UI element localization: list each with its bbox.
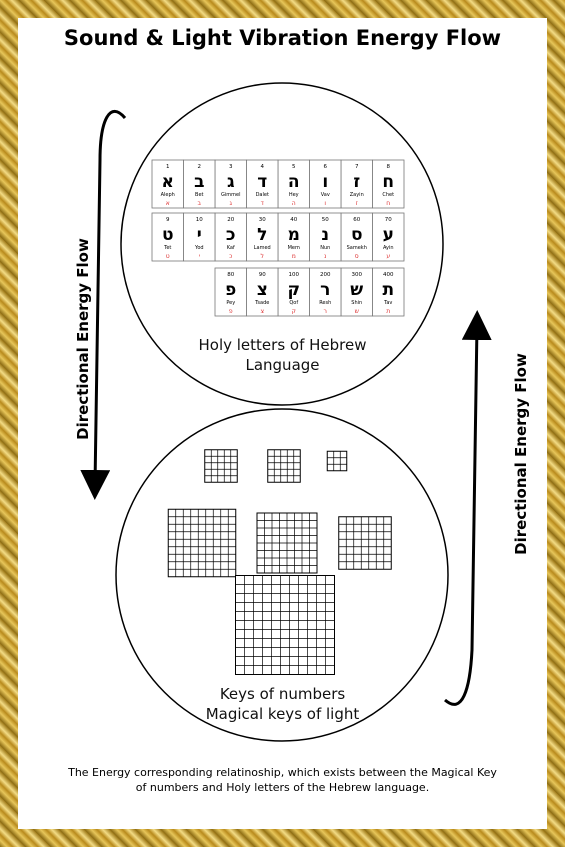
letter-script-form: ה	[291, 200, 296, 207]
letter-script-form: מ	[291, 253, 296, 260]
hebrew-letter-cell	[152, 160, 184, 208]
hebrew-glyph: ס	[350, 225, 363, 245]
letter-number: 200	[320, 272, 331, 278]
letter-name: Bet	[195, 192, 204, 198]
letter-name: Gimmel	[221, 192, 241, 198]
hebrew-glyph: ז	[353, 172, 361, 192]
hebrew-glyph: נ	[321, 225, 330, 245]
letter-number: 4	[260, 164, 264, 170]
letter-script-form: כ	[229, 253, 233, 260]
hebrew-glyph: ג	[226, 172, 235, 192]
letter-name: Chet	[382, 192, 395, 198]
letter-name: Kaf	[226, 245, 235, 251]
hebrew-letter-cell	[373, 268, 405, 316]
hebrew-glyph: ע	[382, 225, 394, 245]
letter-script-form: פ	[228, 308, 233, 315]
hebrew-letter-cell	[215, 213, 247, 261]
letter-name: Tsade	[255, 300, 270, 306]
letter-number: 8	[386, 164, 390, 170]
hebrew-glyph: י	[196, 225, 202, 245]
letter-name: Ayin	[382, 245, 394, 251]
letter-name: Aleph	[160, 192, 175, 198]
letter-name: Lamed	[253, 245, 271, 251]
hebrew-glyph: ב	[194, 172, 205, 192]
bottom-circle-caption-line1: Keys of numbers	[219, 685, 346, 703]
letter-name: Tav	[384, 300, 393, 306]
letter-name: Pey	[226, 300, 236, 306]
hebrew-letter-cell	[278, 213, 310, 261]
letter-script-form: ל	[260, 253, 264, 260]
hebrew-glyph: א	[161, 172, 174, 192]
hebrew-letter-cell	[310, 160, 342, 208]
hebrew-letter-cell	[278, 268, 310, 316]
letter-number: 6	[323, 164, 327, 170]
hebrew-glyph: ד	[257, 172, 268, 192]
letter-number: 5	[292, 164, 296, 170]
hebrew-letter-cell	[310, 268, 342, 316]
hebrew-glyph: צ	[256, 280, 268, 300]
letter-script-form: ז	[355, 200, 358, 207]
hebrew-glyph: פ	[225, 280, 237, 300]
hebrew-glyph: ה	[287, 172, 300, 192]
magic-square-grid	[327, 451, 347, 471]
letter-number: 100	[288, 272, 299, 278]
letter-number: 80	[227, 272, 235, 278]
magic-square-grid	[236, 576, 335, 675]
letter-script-form: צ	[260, 308, 265, 315]
footer-caption	[40, 765, 525, 795]
magic-square-grid	[339, 517, 392, 570]
left-flow-arrow	[95, 111, 125, 485]
hebrew-letter-cell	[152, 213, 184, 261]
magic-square-grid	[205, 450, 238, 483]
letter-name: Shin	[351, 300, 363, 306]
number-keys-grids	[168, 450, 391, 675]
bottom-circle-caption-line2: Magical keys of light	[205, 705, 360, 723]
magic-square-grid	[168, 509, 236, 577]
letter-number: 300	[351, 272, 362, 278]
letter-number: 7	[355, 164, 359, 170]
left-flow-label: Directional Energy Flow	[73, 238, 92, 440]
letter-name: Zayin	[349, 192, 364, 198]
hebrew-glyph: כ	[225, 225, 236, 245]
letter-number: 400	[383, 272, 394, 278]
letter-number: 9	[166, 217, 170, 223]
letter-number: 3	[229, 164, 233, 170]
letter-name: Nun	[320, 245, 331, 251]
letter-number: 60	[353, 217, 361, 223]
top-circle-caption-line1: Holy letters of Hebrew	[198, 336, 367, 354]
letter-script-form: ט	[165, 253, 170, 260]
letter-number: 1	[166, 164, 170, 170]
footer-caption-line2: of numbers and Holy letters of the Hebrew language.	[135, 781, 430, 794]
hebrew-letter-cell	[373, 213, 405, 261]
magic-square-grid	[268, 450, 301, 483]
letter-script-form: ע	[386, 253, 391, 260]
letter-number: 2	[197, 164, 201, 170]
letter-name: Mem	[287, 245, 300, 251]
bottom-circle-caption	[160, 685, 405, 723]
hebrew-letter-cell	[215, 160, 247, 208]
letter-script-form: ס	[354, 253, 359, 260]
letter-script-form: ח	[386, 200, 391, 207]
hebrew-glyph: ל	[257, 225, 268, 245]
hebrew-letter-cell	[215, 268, 247, 316]
letter-script-form: ק	[291, 308, 296, 315]
letter-script-form: ו	[324, 200, 327, 207]
hebrew-letter-cell	[184, 160, 216, 208]
letter-name: Hey	[288, 192, 299, 198]
top-circle-caption-line2: Language	[245, 356, 320, 374]
page-title: Sound & Light Vibration Energy Flow	[63, 26, 502, 50]
hebrew-glyph: ת	[382, 280, 395, 300]
hebrew-glyph: מ	[287, 225, 300, 245]
hebrew-letter-cell	[310, 213, 342, 261]
hebrew-glyph: ו	[322, 172, 329, 192]
letter-script-form: ת	[386, 308, 391, 315]
right-flow-label: Directional Energy Flow	[511, 353, 530, 555]
letter-number: 10	[195, 217, 203, 223]
hebrew-letter-cell	[247, 268, 279, 316]
hebrew-letter-cell	[278, 160, 310, 208]
hebrew-letter-cell	[341, 213, 373, 261]
hebrew-glyph: ש	[350, 280, 364, 300]
top-circle-caption	[160, 336, 405, 374]
hebrew-glyph: ר	[320, 280, 331, 300]
letter-name: Yod	[194, 245, 204, 251]
letter-number: 20	[227, 217, 235, 223]
letter-name: Dalet	[255, 192, 269, 198]
letter-script-form: ב	[197, 200, 201, 207]
letter-script-form: ג	[229, 200, 232, 207]
letter-script-form: י	[198, 253, 200, 260]
letter-name: Resh	[319, 300, 332, 306]
magic-square-grid	[257, 513, 317, 573]
hebrew-glyph: ט	[161, 225, 174, 245]
hebrew-glyph: ח	[382, 172, 395, 192]
footer-caption-line1: The Energy corresponding relatinoship, which exists between the Magical Key	[68, 766, 497, 779]
letter-number: 70	[384, 217, 392, 223]
letter-script-form: ר	[323, 308, 327, 315]
letter-number: 40	[290, 217, 298, 223]
hebrew-letter-cell	[247, 213, 279, 261]
letter-number: 90	[258, 272, 266, 278]
letter-script-form: ד	[260, 200, 264, 207]
letter-script-form: א	[165, 200, 170, 207]
hebrew-glyph: ק	[287, 280, 301, 300]
letter-name: Vav	[320, 192, 330, 198]
hebrew-letter-cell	[184, 213, 216, 261]
letter-script-form: ש	[354, 308, 359, 315]
hebrew-letter-cell	[341, 268, 373, 316]
letter-number: 50	[321, 217, 329, 223]
hebrew-letter-cell	[373, 160, 405, 208]
hebrew-letters-table	[152, 160, 404, 316]
letter-name: Samekh	[346, 245, 367, 251]
letter-name: Tet	[164, 245, 172, 251]
hebrew-letter-cell	[341, 160, 373, 208]
right-flow-arrow	[445, 325, 477, 704]
letter-number: 30	[258, 217, 266, 223]
hebrew-letter-cell	[247, 160, 279, 208]
letter-name: Qof	[289, 300, 299, 306]
letter-script-form: נ	[324, 253, 327, 260]
